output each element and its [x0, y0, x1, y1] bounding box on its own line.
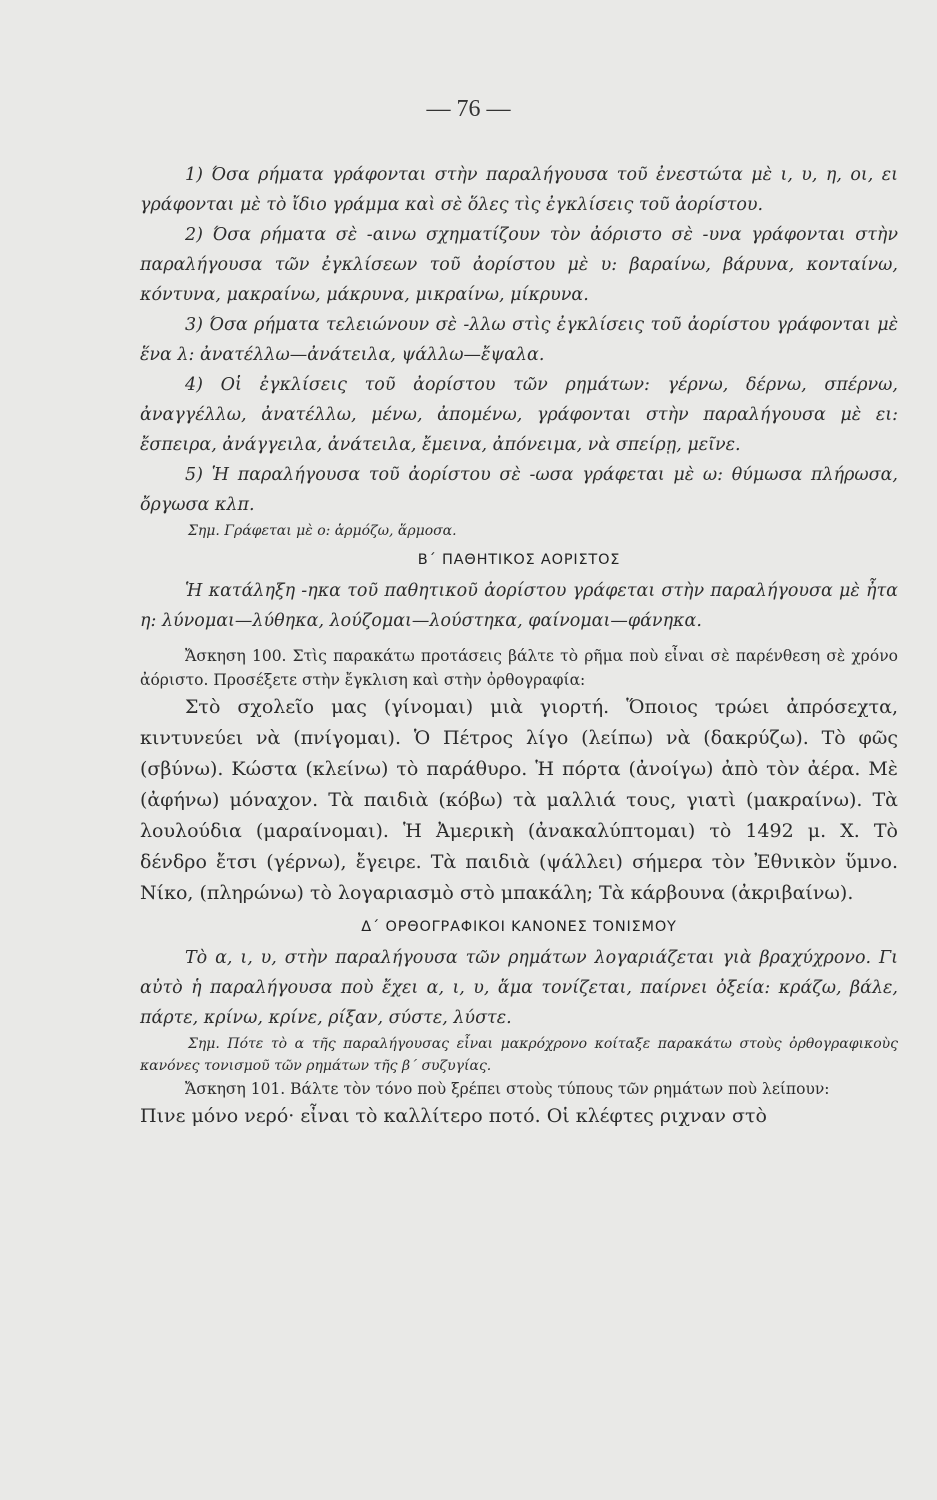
section-heading-b: Β΄ ΠΑΘΗΤΙΚΟΣ ΑΟΡΙΣΤΟΣ: [417, 552, 621, 568]
exercise-100-heading: Ἄσκηση 100. Στὶς παρακάτω προτάσεις βάλτε τὸ ρῆμα ποὺ εἶναι σὲ παρένθεση σὲ χρόνο ἀόριστο. Προσέξετε στὴν ἔγκλιση καὶ στὴν ὀρθογραφία:: [140, 647, 898, 689]
rule-4: 4) Οἱ ἐγκλίσεις τοῦ ἀορίστου τῶν ρημάτων: γέρνω, δέρνω, σπέρνω, ἀναγγέλλω, ἀνατέλλω, μένω, ἀπομένω, γράφονται στὴν παραλήγουσα μὲ ει: ἔσπειρα, ἀνάγγειλα, ἀνάτειλα, ἔμεινα, ἀπόνειμα, νὰ σπείρῃ, μεῖνε.: [140, 375, 898, 455]
rule-3: 3) Όσα ρήματα τελειώνουν σὲ -λλω στὶς ἐγκλίσεις τοῦ ἀορίστου γράφονται μὲ ἕνα λ: ἀνατέλλω—ἀνάτειλα, ψάλλω—ἔψαλα.: [140, 315, 898, 365]
section-b-paragraph: Ἡ κατάληξη -ηκα τοῦ παθητικοῦ ἀορίστου γράφεται στὴν παραλήγουσα μὲ ἦτα η: λύνομαι—λύθηκα, λούζομαι—λούστηκα, φαίνομαι—φάνηκα.: [140, 581, 898, 631]
note-1: Σημ. Γράφεται μὲ ο: ἁρμόζω, ἅρμοσα.: [188, 523, 457, 539]
exercise-101-text: Πινε μόνο νερό· εἶναι τὸ καλλίτερο ποτό. Οἱ κλέφτες ριχναν στὸ: [140, 1105, 767, 1127]
page-body: [140, 160, 898, 1132]
section-d-paragraph: Τὸ α, ι, υ, στὴν παραλήγουσα τῶν ρημάτων λογαριάζεται γιὰ βραχύχρονο. Γι αὐτὸ ἡ παραλήγουσα ποὺ ἔχει α, ι, υ, ἅμα τονίζεται, παίρνει ὀξεία: κράζω, βάλε, πάρτε, κρίνω, κρίνε, ρίξαν, σύστε, λύστε.: [140, 948, 898, 1028]
page-number: — 76 —: [426, 96, 511, 122]
rule-1: 1) Όσα ρήματα γράφονται στὴν παραλήγουσα τοῦ ἐνεστώτα μὲ ι, υ, η, οι, ει γράφονται μὲ τὸ ἴδιο γράμμα καὶ σὲ ὅλες τὶς ἐγκλίσεις τοῦ ἀορίστου.: [140, 165, 898, 215]
exercise-101: [140, 1077, 898, 1132]
note-2: Σημ. Πότε τὸ α τῆς παραλήγουσας εἶναι μακρόχρονο κοίταξε παρακάτω στοὺς ὀρθογραφικοὺς κανόνες τονισμοῦ τῶν ρημάτων τῆς β΄ συζυγίας.: [140, 1036, 898, 1074]
exercise-101-heading: Ἄσκηση 101. Βάλτε τὸν τόνο ποὺ ξρέπει στοὺς τύπους τῶν ρημάτων ποὺ λείπουν:: [185, 1080, 830, 1098]
section-heading-d: Δ΄ ΟΡΘΟΓΡΑΦΙΚΟΙ ΚΑΝΟΝΕΣ ΤΟΝΙΣΜΟΥ: [361, 919, 677, 935]
exercise-100: [140, 644, 898, 909]
rule-2: 2) Όσα ρήματα σὲ -αινω σχηματίζουν τὸν ἀόριστο σὲ -υνα γράφονται στὴν παραλήγουσα τῶν ἐγκλίσεων τοῦ ἀορίστου μὲ υ: βαραίνω, βάρυνα, κονταίνω, κόντυνα, μακραίνω, μάκρυνα, μικραίνω, μίκρυνα.: [140, 225, 898, 305]
exercise-100-text: Στὸ σχολεῖο μας (γίνομαι) μιὰ γιορτή. Ὅποιος τρώει ἀπρόσεχτα, κιντυνεύει νὰ (πνίγομαι). Ὁ Πέτρος λίγο (λείπω) νὰ (δακρύζω). Τὸ φῶς (σβύνω). Κώστα (κλείνω) τὸ παράθυρο. Ἡ πόρτα (ἀνοίγω) ἀπὸ τὸν ἀέρα. Μὲ (ἀφήνω) μόναχον. Τὰ παιδιὰ (κόβω) τὰ μαλλιά τους, γιατὶ (μακραίνω). Τὰ λουλούδια (μαραίνομαι). Ἡ Ἀμερικὴ (ἀνακαλύπτομαι) τὸ 1492 μ. Χ. Τὸ δένδρο ἔτσι (γέρνω), ἔγειρε. Τὰ παιδιὰ (ψάλλει) σήμερα τὸν Ἐθνικὸν ὕμνο. Νίκο, (πληρώνω) τὸ λογαριασμὸ στὸ μπακάλη; Τὰ κάρβουνα (ἀκριβαίνω).: [140, 696, 898, 904]
rule-5: 5) Ἡ παραλήγουσα τοῦ ἀορίστου σὲ -ωσα γράφεται μὲ ω: θύμωσα πλήρωσα, ὄργωσα κλπ.: [140, 465, 898, 515]
